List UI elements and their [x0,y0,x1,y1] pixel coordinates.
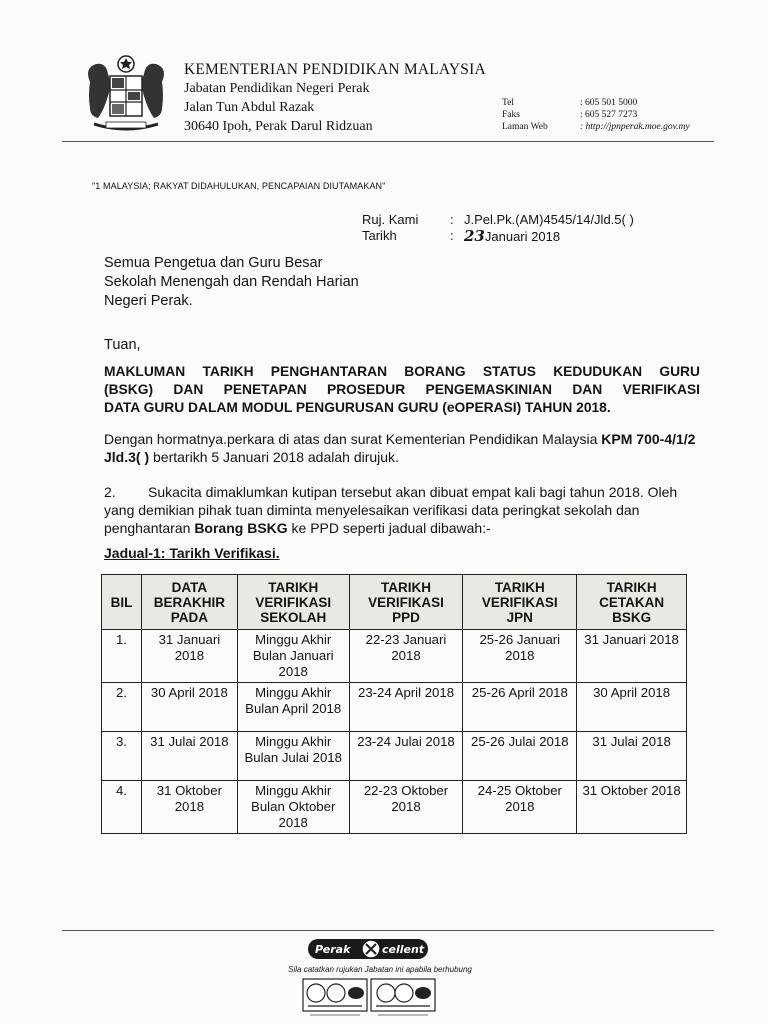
footer-note: Sila catatkan rujukan Jabatan ini apabila berhubung [288,965,472,974]
reference-separator: : [450,212,454,227]
paragraph-text: bertarikh 5 Januari 2018 adalah dirujuk. [149,449,399,465]
addressee-line: Negeri Perak. [104,293,193,309]
table-cell: 31 Oktober 2018 [577,781,687,834]
subject-line: DATA GURU DALAM MODUL PENGURUSAN GURU (eOPERASI) TAHUN 2018. [104,400,611,415]
table-cell: 1. [102,630,142,683]
perak-excellent-logo [307,937,429,961]
header-verifikasi-sekolah: TARIKH VERIFIKASI SEKOLAH [237,575,349,630]
reference-label: Ruj. Kami [362,212,419,227]
date-separator: : [450,228,454,243]
date-row [362,228,634,245]
handwritten-date-day: 23 [464,227,485,245]
reference-block [362,212,634,245]
table-row [102,732,687,781]
header-verifikasi-jpn: TARIKH VERIFIKASI JPN [463,575,577,630]
table-header-row [102,575,687,630]
subject-line: (BSKG) DAN PENETAPAN PROSEDUR PENGEMASKINIAN DAN VERIFIKASI [104,382,700,397]
reference-row [362,212,634,228]
salutation: Tuan, [104,337,141,353]
contact-label: Tel [502,98,514,108]
table-cell: 23-24 Julai 2018 [349,732,463,781]
table-cell: Minggu Akhir Bulan Oktober 2018 [237,781,349,834]
reference-letter-number: KPM 700-4/1/2 Jld.3( ) [104,431,696,465]
date-label: Tarikh [362,228,397,243]
contact-value: : 605 527 7273 [580,110,638,120]
reference-number: J.Pel.Pk.(AM)4545/14/Jld.5( ) [464,212,634,227]
table-title: Jadual-1: Tarikh Verifikasi. [104,545,280,561]
table-row [102,630,687,683]
table-cell: 22-23 Januari 2018 [349,630,463,683]
table-cell: 31 Januari 2018 [577,630,687,683]
contact-value: : 605 501 5000 [580,98,638,108]
header-cetakan-bskg: TARIKH CETAKAN BSKG [577,575,687,630]
paragraph-text: Dengan hormatnya.perkara di atas dan surat Kementerian Pendidikan Malaysia [104,431,602,447]
header-verifikasi-ppd: TARIKH VERIFIKASI PPD [349,575,463,630]
table-row [102,683,687,732]
header-data-berakhir: DATA BERAKHIR PADA [141,575,237,630]
paragraph-text: ke PPD seperti jadual dibawah:- [287,520,491,536]
table-cell: 25-26 Januari 2018 [463,630,577,683]
table-cell: 30 April 2018 [141,683,237,732]
table-cell: 31 Julai 2018 [141,732,237,781]
contact-row-tel [502,97,690,109]
letter-subject [104,363,700,417]
contact-details [502,97,690,133]
svg-text:cellent: cellent [382,943,425,956]
table-cell: 30 April 2018 [577,683,687,732]
table-cell: 25-26 April 2018 [463,683,577,732]
table-cell: Minggu Akhir Bulan Januari 2018 [237,630,349,683]
table-cell: 31 Julai 2018 [577,732,687,781]
addressee-line: Semua Pengetua dan Guru Besar [104,255,323,271]
street-address: Jalan Tun Abdul Razak [184,100,315,115]
letterhead-address [184,60,486,136]
contact-label: Faks [502,110,520,120]
table-cell: Minggu Akhir Bulan April 2018 [237,683,349,732]
table-cell: 2. [102,683,142,732]
addressee-line: Sekolah Menengah dan Rendah Harian [104,274,359,290]
header-bil: BIL [102,575,142,630]
contact-row-web [502,121,690,133]
contact-label: Laman Web [502,122,548,132]
contact-row-fax [502,109,690,121]
table-cell: 4. [102,781,142,834]
verification-schedule-table [101,574,687,834]
website-link[interactable]: : http://jpnperak.moe.gov.my [580,122,690,132]
letterhead-divider [62,141,714,142]
addressee [104,254,359,311]
table-cell: 25-26 Julai 2018 [463,732,577,781]
table-cell: 31 Oktober 2018 [141,781,237,834]
paragraph-number: 2. [104,484,116,500]
table-cell: 31 Januari 2018 [141,630,237,683]
paragraph-2 [104,483,704,537]
table-cell: 24-25 Oktober 2018 [463,781,577,834]
table-row [102,781,687,834]
table-cell: Minggu Akhir Bulan Julai 2018 [237,732,349,781]
department-name: Jabatan Pendidikan Negeri Perak [184,81,370,96]
paragraph-text: Sukacita dimaklumkan kutipan tersebut akan dibuat empat kali bagi tahun 2018. Oleh yang demikian pihak tuan diminta menyelesaikan verifikasi data peringkat sekolah dan penghantaran [104,484,678,536]
paragraph-1 [104,430,704,466]
organization-name: KEMENTERIAN PENDIDIKAN MALAYSIA [184,61,486,78]
footer-divider [62,930,714,931]
city-address: 30640 Ipoh, Perak Darul Ridzuan [184,119,373,134]
subject-line: MAKLUMAN TARIKH PENGHANTARAN BORANG STATUS KEDUDUKAN GURU [104,364,700,379]
certification-badges-icon [302,978,436,1018]
date-month-year: Januari 2018 [484,229,561,244]
table-cell: 23-24 April 2018 [349,683,463,732]
form-name: Borang BSKG [194,520,288,536]
coat-of-arms-icon [76,52,176,136]
table-cell: 22-23 Oktober 2018 [349,781,463,834]
table-cell: 3. [102,732,142,781]
motto: "1 MALAYSIA; RAKYAT DIDAHULUKAN, PENCAPAIAN DIUTAMAKAN" [92,181,386,191]
svg-text:Perak: Perak [315,943,351,956]
